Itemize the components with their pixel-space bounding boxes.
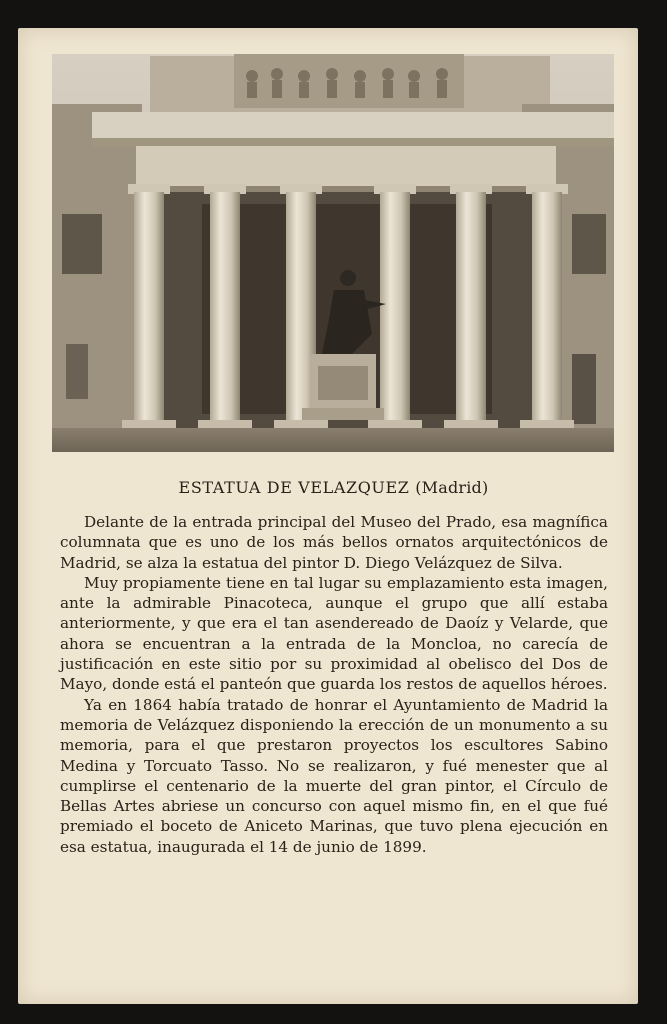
museo-prado-photo (52, 54, 614, 452)
title-text: ESTATUA DE VELAZQUEZ (178, 478, 410, 497)
description (60, 512, 608, 857)
paragraph: Delante de la entrada principal del Museo del Prado, esa magnífica columnata que es uno de los más bellos ornatos arquitectónicos de Madrid, se alza la estatua del pintor D. Diego Velázquez de Silva. (60, 513, 608, 572)
paragraph: Muy propiamente tiene en tal lugar su emplazamiento esta imagen, ante la admirable Pinacoteca, aunque el grupo que allí estaba anteriormente, y que era el tan asendereado de Daoíz y Velarde, que ahora se encuentran a la entrada de la Moncloa, no carecía de justificación en este sitio por su proximidad al obelisco del Dos de Mayo, donde está el panteón que guarda los restos de aquellos héroes. (60, 573, 608, 694)
relief-frieze (234, 54, 464, 108)
paragraph: Ya en 1864 había tratado de honrar el Ayuntamiento de Madrid la memoria de Velázquez disponiendo la erección de un monumento a su memoria, para el que prestaron proyectos los escultores Sabino Medina y Torcuato Tasso. No se realizaron, y fué menester que al cumplirse el centenario de la muerte del gran pintor, el Círculo de Bellas Artes abriese un concurso con aquel mismo fin, en el que fué premiado el boceto de Aniceto Marinas, que tuvo plena ejecución en esa estatua, inaugurada el 14 de junio de 1899. (60, 695, 608, 856)
title-location: (Madrid) (415, 478, 489, 497)
postcard-title (40, 478, 627, 497)
